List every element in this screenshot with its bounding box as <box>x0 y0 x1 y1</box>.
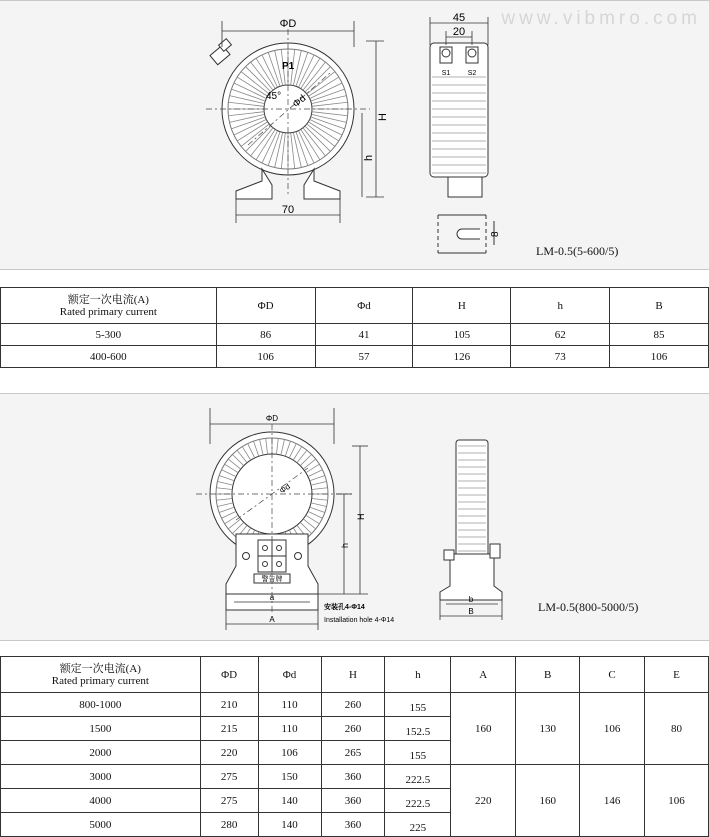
header-col: Φd <box>315 288 413 324</box>
hole-label-cn: 安装孔4-Φ14 <box>324 604 365 611</box>
cell: 215 <box>200 717 258 741</box>
header-rated-current <box>1 288 217 324</box>
header-col: B <box>516 657 580 693</box>
cell: 155 <box>385 693 451 717</box>
dim-phiD-label-large: ΦD <box>265 414 279 423</box>
drawing-panel-top <box>0 0 709 270</box>
cell-group-A: 160 <box>451 693 516 765</box>
model-caption-large: LM-0.5(800-5000/5) <box>538 600 639 614</box>
header-col: ΦD <box>200 657 258 693</box>
slot-detail <box>438 215 494 253</box>
cell: 222.5 <box>385 765 451 789</box>
cell: 360 <box>321 789 385 813</box>
cell: 275 <box>200 789 258 813</box>
cell-current: 5000 <box>1 813 201 837</box>
cell: 360 <box>321 813 385 837</box>
cell-group-C: 106 <box>580 693 645 765</box>
spec-table-small <box>0 287 709 368</box>
header-rated-current-en: Rated primary current <box>51 674 149 687</box>
header-col: H <box>413 288 511 324</box>
dim-a-label: a <box>269 593 275 602</box>
table-row <box>1 765 709 789</box>
table-row <box>1 346 709 368</box>
cell-group-B: 130 <box>516 693 580 765</box>
cell: 280 <box>200 813 258 837</box>
cell-current: 2000 <box>1 741 201 765</box>
cell: 220 <box>200 741 258 765</box>
dim-20-label: 20 <box>452 26 466 38</box>
header-col: H <box>321 657 385 693</box>
p1-label: P1 <box>282 61 295 72</box>
cell: 225 <box>385 813 451 837</box>
drawing-lm-0.5-small <box>0 1 709 269</box>
header-col: h <box>385 657 451 693</box>
dim-70-label: 70 <box>281 204 295 216</box>
cell: 57 <box>315 346 413 368</box>
header-rated-current-en: Rated primary current <box>59 305 157 318</box>
cell: 126 <box>413 346 511 368</box>
dim-H-label-large: H <box>356 513 366 520</box>
cell: 360 <box>321 765 385 789</box>
cell: 265 <box>321 741 385 765</box>
dim-phiD-label: ΦD <box>279 18 297 30</box>
cell: 222.5 <box>385 789 451 813</box>
cell-current: 1500 <box>1 717 201 741</box>
header-col: h <box>511 288 610 324</box>
cell-current: 800-1000 <box>1 693 201 717</box>
header-col: B <box>610 288 709 324</box>
model-caption-small: LM-0.5(5-600/5) <box>536 244 619 258</box>
cell-current: 400-600 <box>1 346 217 368</box>
cell: 106 <box>610 346 709 368</box>
terminal-s2-label: S2 <box>467 70 477 77</box>
dim-8-label: 8 <box>490 231 501 237</box>
dim-H-label: H <box>377 113 389 121</box>
table-row <box>1 693 709 717</box>
watermark: www.vibmro.com <box>501 8 701 29</box>
cell: 85 <box>610 324 709 346</box>
cell: 106 <box>216 346 315 368</box>
cell-current: 3000 <box>1 765 201 789</box>
cell: 260 <box>321 717 385 741</box>
angle-label: 45° <box>266 91 282 102</box>
header-col: E <box>645 657 709 693</box>
cell-group-B: 160 <box>516 765 580 837</box>
header-rated-current-cn: 额定一次电流(A) <box>59 662 141 675</box>
cell: 106 <box>258 741 321 765</box>
cell: 73 <box>511 346 610 368</box>
header-col: C <box>580 657 645 693</box>
dim-h-label-large: h <box>340 542 350 548</box>
cell-group-A: 220 <box>451 765 516 837</box>
dim-h-label: h <box>363 154 375 161</box>
header-rated-current-cn: 额定一次电流(A) <box>67 293 149 306</box>
dim-B-label: B <box>468 607 474 616</box>
header-rated-current <box>1 657 201 693</box>
dim-A-label: A <box>269 615 275 624</box>
toroid-side-view <box>430 43 488 197</box>
cell: 152.5 <box>385 717 451 741</box>
cell: 62 <box>511 324 610 346</box>
cell-group-E: 106 <box>645 765 709 837</box>
cell: 155 <box>385 741 451 765</box>
header-col: Φd <box>258 657 321 693</box>
cell: 210 <box>200 693 258 717</box>
terminal-s1-label: S1 <box>441 70 451 77</box>
dim-45-label: 45 <box>452 12 466 24</box>
toroid-side-view-large <box>440 440 502 600</box>
header-col: ΦD <box>216 288 315 324</box>
cell: 86 <box>216 324 315 346</box>
cell: 150 <box>258 765 321 789</box>
cell: 275 <box>200 765 258 789</box>
hole-label-en: Installation hole 4-Φ14 <box>324 617 395 624</box>
cell-current: 5-300 <box>1 324 217 346</box>
cell: 140 <box>258 813 321 837</box>
cell-group-C: 146 <box>580 765 645 837</box>
cell: 110 <box>258 717 321 741</box>
dim-phid-label: Φd <box>290 93 309 111</box>
cell: 41 <box>315 324 413 346</box>
cell: 105 <box>413 324 511 346</box>
spec-table-large <box>0 656 709 837</box>
dim-phid-label-large: Φd <box>277 481 292 496</box>
table-row <box>1 324 709 346</box>
cell: 110 <box>258 693 321 717</box>
cell: 260 <box>321 693 385 717</box>
header-col: A <box>451 657 516 693</box>
drawing-panel-bottom <box>0 393 709 641</box>
dim-b-label: b <box>468 595 474 604</box>
cell-current: 4000 <box>1 789 201 813</box>
nameplate-label: 警告牌 <box>261 576 283 583</box>
cell-group-E: 80 <box>645 693 709 765</box>
cell: 140 <box>258 789 321 813</box>
